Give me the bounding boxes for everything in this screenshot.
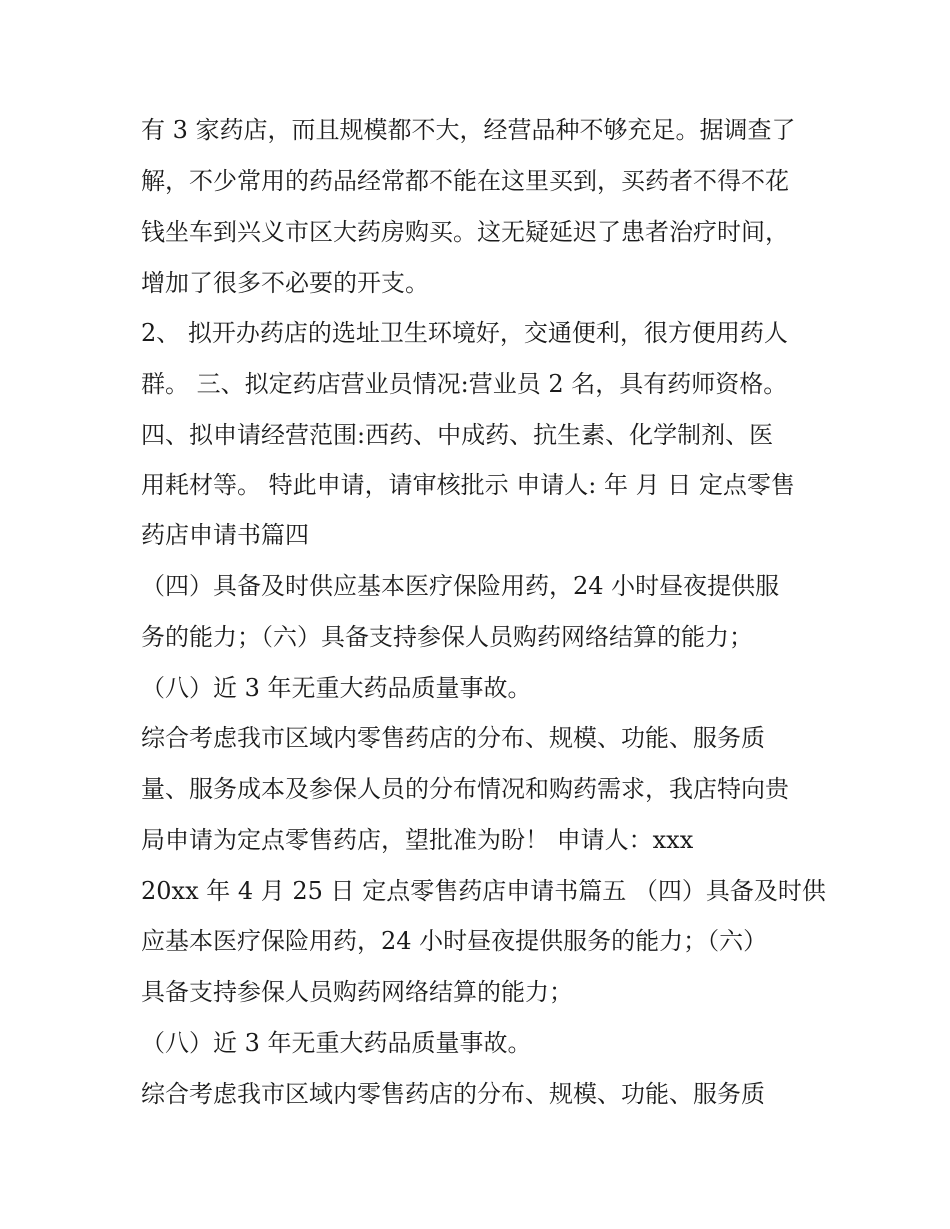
text-line: 综合考虑我市区域内零售药店的分布、规模、功能、服务质 bbox=[141, 1080, 765, 1108]
text-line: （四）具备及时供应基本医疗保险用药，24 小时昼夜提供服 bbox=[141, 572, 780, 600]
text-line: 务的能力；（六）具备支持参保人员购药网络结算的能力； bbox=[141, 623, 753, 651]
text-line: （八）近 3 年无重大药品质量事故。 bbox=[141, 674, 532, 702]
text-line: 用耗材等。 特此申请，请审核批示 申请人: 年 月 日 定点零售 bbox=[141, 471, 795, 499]
text-line: 群。 三、拟定药店营业员情况:营业员 2 名，具有药师资格。 bbox=[141, 370, 788, 398]
text-line: 药店申请书篇四 bbox=[141, 521, 309, 549]
text-line: 2、 拟开办药店的选址卫生环境好，交通便利，很方便用药人 bbox=[141, 319, 788, 347]
text-line: 局申请为定点零售药店，望批准为盼！ 申请人：xxx bbox=[141, 826, 694, 854]
text-line: （八）近 3 年无重大药品质量事故。 bbox=[141, 1029, 532, 1057]
text-line: 钱坐车到兴义市区大药房购买。这无疑延迟了患者治疗时间， bbox=[141, 218, 789, 246]
text-line: 综合考虑我市区域内零售药店的分布、规模、功能、服务质 bbox=[141, 724, 765, 752]
text-line: 20xx 年 4 月 25 日 定点零售药店申请书篇五 （四）具备及时供 bbox=[141, 877, 826, 905]
text-line: 有 3 家药店，而且规模都不大，经营品种不够充足。据调查了 bbox=[141, 116, 796, 144]
text-line: 增加了很多不必要的开支。 bbox=[141, 269, 429, 297]
text-line: 解，不少常用的药品经常都不能在这里买到，买药者不得不花 bbox=[141, 167, 789, 195]
text-line: 量、服务成本及参保人员的分布情况和购药需求，我店特向贵 bbox=[141, 775, 789, 803]
text-line: 四、拟申请经营范围:西药、中成药、抗生素、化学制剂、医 bbox=[141, 421, 774, 449]
text-line: 具备支持参保人员购药网络结算的能力； bbox=[141, 978, 573, 1006]
text-line: 应基本医疗保险用药，24 小时昼夜提供服务的能力；（六） bbox=[141, 927, 768, 955]
